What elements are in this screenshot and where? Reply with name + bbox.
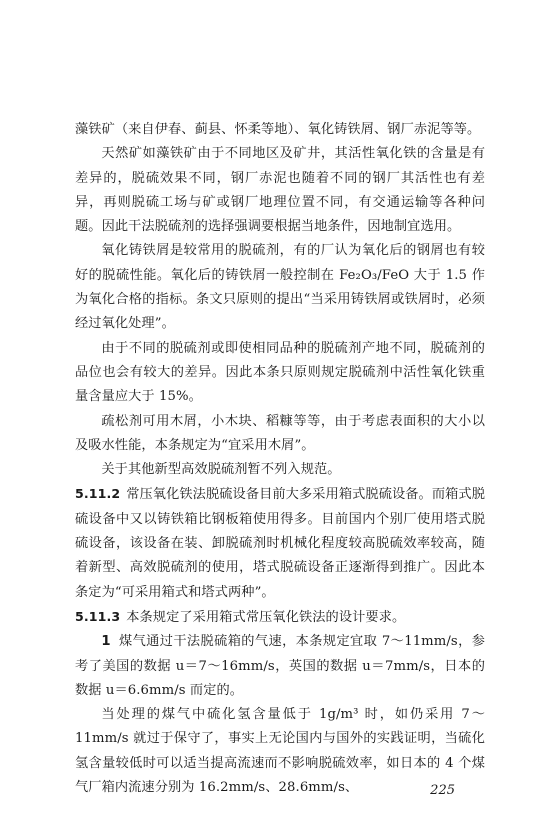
section-5-11-3 <box>75 605 485 630</box>
section-text: 本条规定了采用箱式常压氧化铁法的设计要求。 <box>126 609 406 625</box>
list-item <box>75 630 485 703</box>
paragraph: 疏松剂可用木屑，小木块、稻糠等等，由于考虑表面积的大小以及吸水性能，本条规定为“宜采用木屑”。 <box>75 413 485 453</box>
section-text: 常压氧化铁法脱硫设备目前大多采用箱式脱硫设备。而箱式脱硫设备中又以铸铁箱比钢板箱使用得多。目前国内个别厂使用塔式脱硫设备，该设备在装、卸脱硫剂时机械化程度较高脱硫效率较高，随着新型、高效脱硫剂的使用，塔式脱硫设备正逐渐得到推广。因此本条定为“可采用箱式和塔式两种”。 <box>75 487 485 600</box>
body-text <box>75 118 485 800</box>
section-number: 5.11.3 <box>75 608 121 624</box>
page-number: 225 <box>430 783 455 798</box>
section-number: 5.11.2 <box>75 486 121 502</box>
paragraph: 氧化铸铁屑是较常用的脱硫剂，有的厂认为氧化后的钢屑也有较好的脱硫性能。氧化后的铸铁屑一般控制在 Fe₂O₃/FeO 大于 1.5 作为氧化合格的指标。条文只原则的提出“当采用铸铁屑或铁屑时，必须经过氧化处理”。 <box>75 243 485 332</box>
paragraph: 天然矿如藻铁矿由于不同地区及矿井，其活性氧化铁的含量是有差异的，脱硫效果不同，钢厂赤泥也随着不同的钢厂其活性也有差异，再则脱硫工场与矿或钢厂地理位置不同，有交通运输等各种问题。因此干法脱硫剂的选择强调要根据当地条件，因地制宜选用。 <box>75 146 485 235</box>
paragraph: 藻铁矿（来自伊春、蓟县、怀柔等地）、氧化铸铁屑、钢厂赤泥等等。 <box>75 122 481 137</box>
paragraph: 当处理的煤气中硫化氢含量低于 1g/m³ 时，如仍采用 7～11mm/s 就过于保守了，事实上无论国内与国外的实践证明，当硫化氢含量较低时可以适当提高流速而不影响脱硫效率，如日本的 4 个煤气厂箱内流速分别为 16.2mm/s、28.6mm/s、 <box>75 707 485 796</box>
paragraph: 由于不同的脱硫剂或即使相同品种的脱硫剂产地不同，脱硫剂的品位也会有较大的差异。因此本条只原则规定脱硫剂中活性氧化铁重量含量应大于 15%。 <box>75 340 485 405</box>
paragraph: 关于其他新型高效脱硫剂暂不列入规范。 <box>101 462 341 478</box>
section-5-11-2 <box>75 482 485 604</box>
item-text: 煤气通过干法脱硫箱的气速，本条规定宜取 7～11mm/s，参考了美国的数据 u＝7～16mm/s，英国的数据 u＝7mm/s，日本的数据 u＝6.6mm/s 而定的。 <box>75 634 485 698</box>
item-number: 1 <box>101 634 111 650</box>
